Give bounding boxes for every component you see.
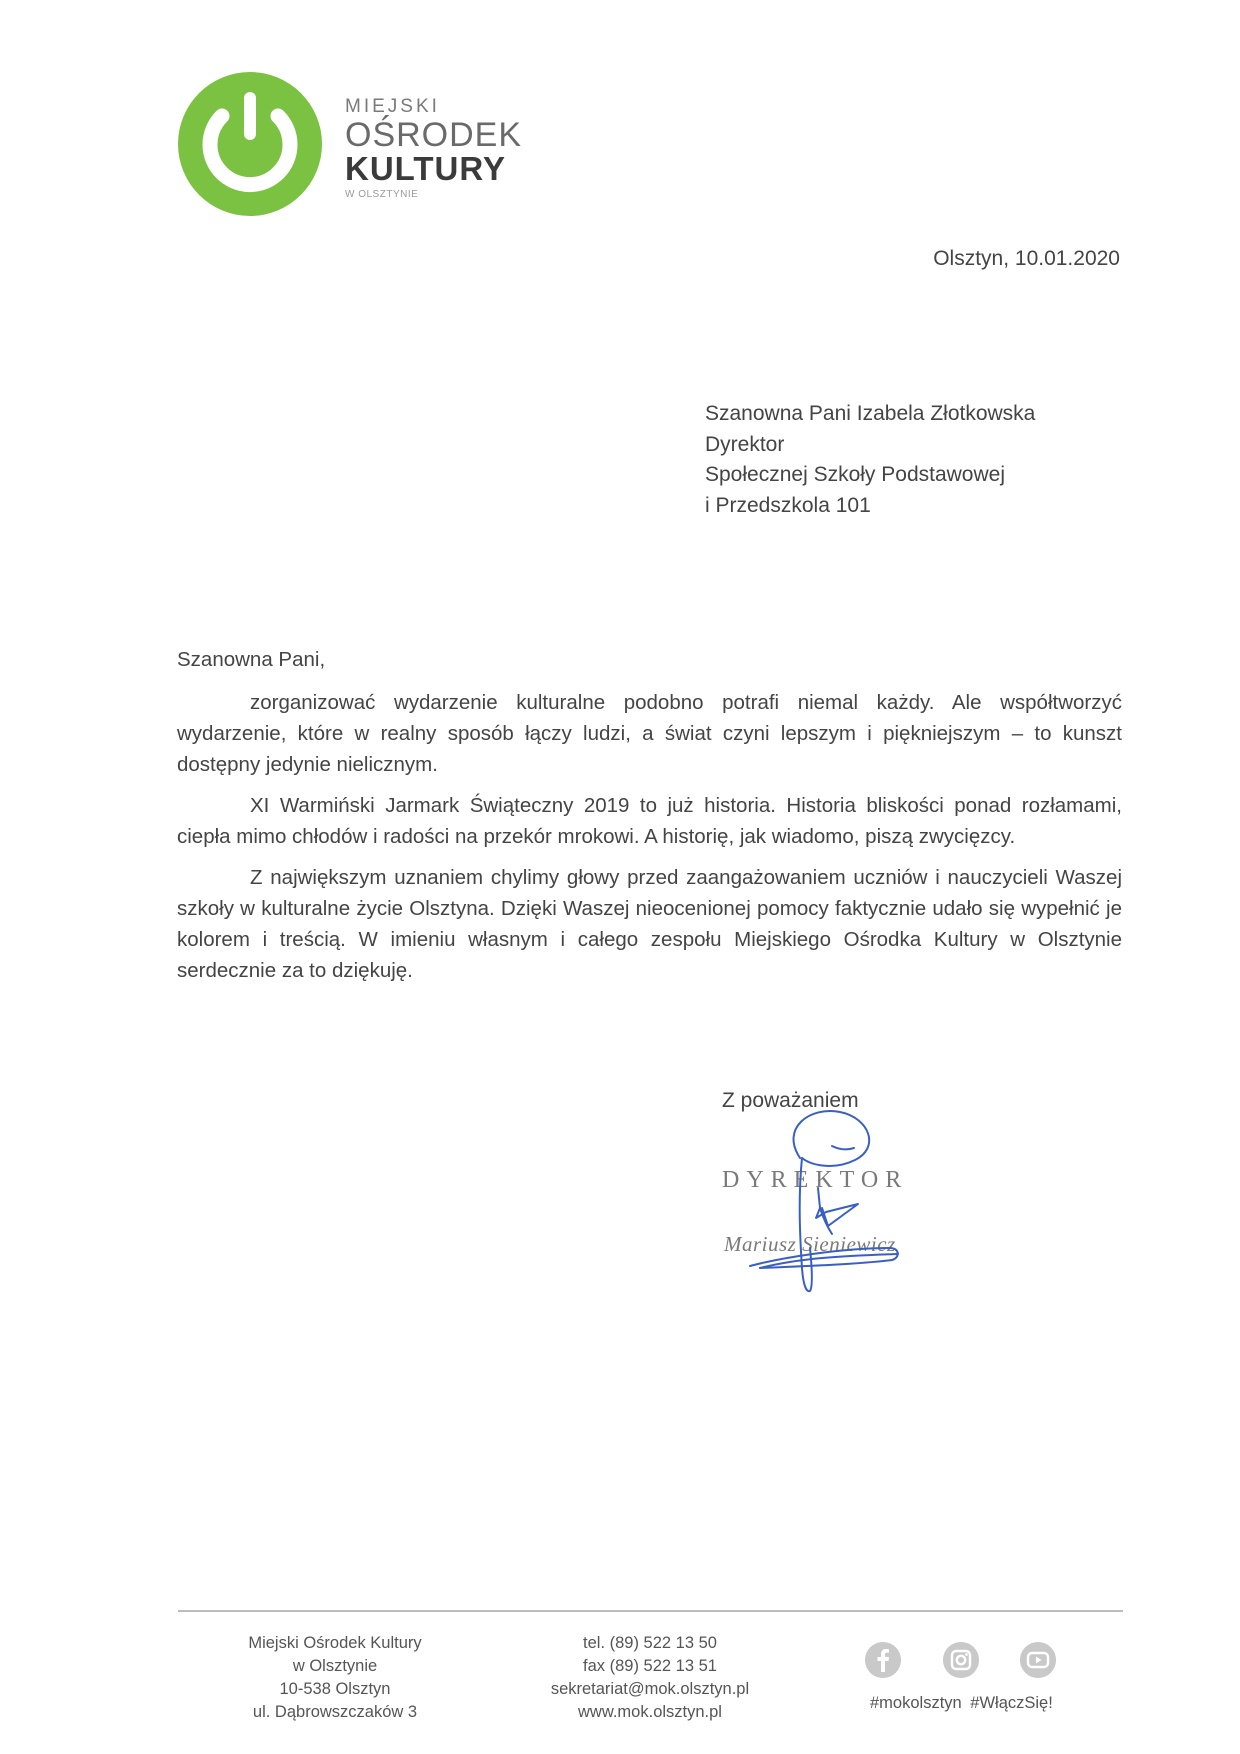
address-line: 10-538 Olsztyn	[279, 1680, 391, 1698]
salutation: Szanowna Pani,	[177, 648, 326, 671]
logo-line-kultury: KULTURY	[345, 150, 506, 187]
phone: tel. (89) 522 13 50	[583, 1634, 717, 1652]
address-line: Miejski Ośrodek Kultury	[248, 1634, 422, 1652]
recipient-line: Dyrektor	[705, 432, 785, 456]
fax: fax (89) 522 13 51	[583, 1657, 717, 1675]
handwritten-signature	[740, 1108, 940, 1298]
social-icons	[865, 1642, 1075, 1682]
recipient-line: Społecznej Szkoły Podstawowej	[705, 463, 1005, 486]
footer-contact	[525, 1632, 775, 1724]
email-link[interactable]: sekretariat@mok.olsztyn.pl	[550, 1680, 750, 1698]
letterhead-logo	[178, 72, 638, 222]
logo-line-miejski: MIEJSKI	[345, 96, 440, 117]
address-line: ul. Dąbrowszczaków 3	[252, 1703, 418, 1721]
logo-line-w-olsztynie: W OLSZTYNIE	[345, 189, 419, 200]
website-link[interactable]: www.mok.olsztyn.pl	[578, 1703, 722, 1721]
body-paragraph: zorganizować wydarzenie kulturalne podobno potrafi niemal każdy. Ale współtworzyć wydarzenie, które w realny sposób łączy ludzi, a świat czyni lepszym i piękniejszym – to kunszt dostępny jedynie nielicznym.	[177, 691, 1122, 776]
body-paragraph: XI Warmiński Jarmark Świąteczny 2019 to już historia. Historia bliskości ponad rozłamami, ciepła mimo chłodów i radości na przekór mrokowi. A historię, jak wiadomo, piszą zwycięzcy.	[177, 794, 1122, 848]
facebook-icon[interactable]	[865, 1642, 901, 1678]
signer-name: Mariusz Sieniewicz	[724, 1232, 896, 1256]
address-line: w Olsztynie	[292, 1657, 378, 1675]
footer-address	[215, 1632, 455, 1724]
recipient-block	[705, 399, 1035, 521]
body-paragraph: Z największym uznaniem chylimy głowy przed zaangażowaniem uczniów i nauczycieli Waszej szkoły w kulturalne życie Olsztyna. Dzięki Waszej nieocenionej pomocy faktycznie udało się wypełnić je kolorem i treścią. W imieniu własnym i całego zespołu Miejskiego Ośrodka Kultury w Olsztynie serdecznie za to dziękuję.	[177, 866, 1122, 982]
place-date: Olsztyn, 10.01.2020	[933, 247, 1120, 270]
letter-body	[177, 645, 1122, 996]
logo-line-osrodek: OŚRODEK	[345, 116, 523, 154]
recipient-line: Szanowna Pani Izabela Złotkowska	[705, 402, 1036, 425]
footer-divider	[178, 1610, 1123, 1612]
logo-wordmark	[345, 96, 522, 202]
youtube-icon[interactable]	[1020, 1642, 1056, 1678]
closing: Z poważaniem	[722, 1089, 859, 1112]
recipient-line: i Przedszkola 101	[705, 493, 871, 517]
signer-title: DYREKTOR	[722, 1167, 909, 1193]
instagram-icon[interactable]	[943, 1642, 979, 1678]
power-icon	[178, 72, 322, 216]
hashtags: #mokolsztyn #WłączSię!	[870, 1694, 1053, 1712]
